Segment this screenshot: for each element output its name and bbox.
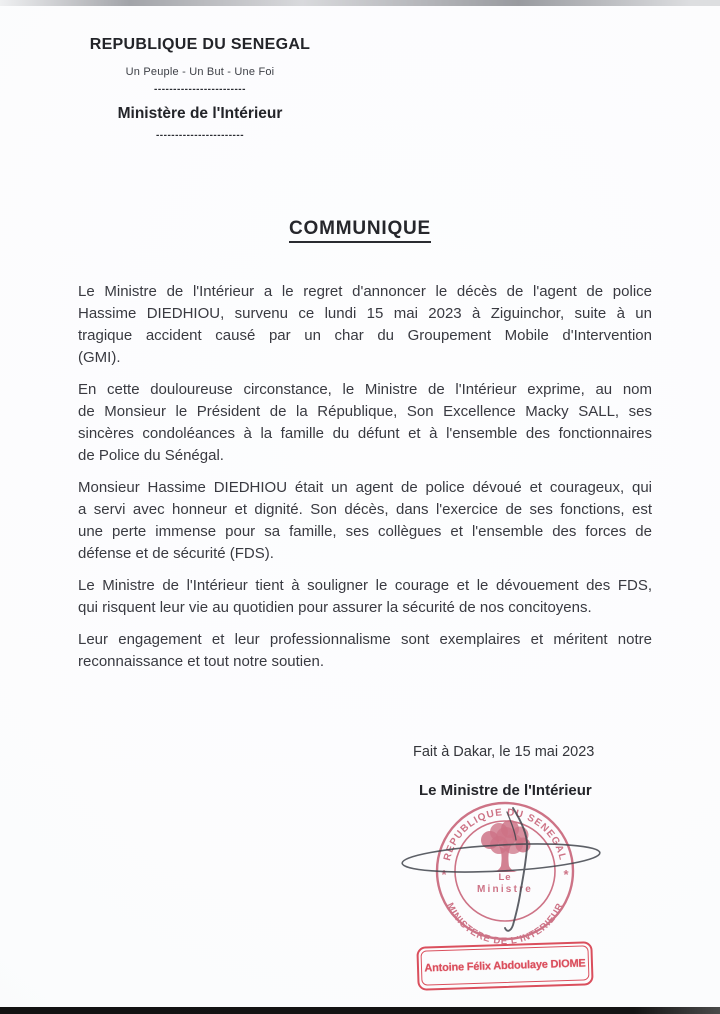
- country-name: REPUBLIQUE DU SENEGAL: [89, 36, 311, 53]
- handwritten-signature-icon: [395, 788, 610, 946]
- national-motto: Un Peuple - Un But - Une Foi: [125, 66, 275, 78]
- ministry-name: Ministère de l'Intérieur: [117, 105, 283, 122]
- document-body: [78, 281, 652, 683]
- seal-left-star-icon: *: [441, 867, 447, 882]
- paragraph: [78, 379, 652, 467]
- signatory-title: Le Ministre de l'Intérieur: [419, 782, 592, 799]
- paragraph-line: de Monsieur le Président de la République, Son Excellence Macky SALL, ses: [78, 403, 652, 420]
- separator-line: -----------------------: [155, 130, 245, 141]
- paragraph-line: qui risquent leur vie au quotidien pour assurer la sécurité de nos concitoyens.: [78, 599, 592, 616]
- paragraph-line: Le Ministre de l'Intérieur tient à souligner le courage et le dévouement des FDS,: [78, 577, 652, 594]
- paragraph: [78, 281, 652, 369]
- paragraph-line: reconnaissance et tout notre soutien.: [78, 653, 324, 670]
- paragraph-line: de Police du Sénégal.: [78, 447, 224, 464]
- paragraph-line: a servi avec honneur et dignité. Son décès, dans l'exercice de ses fonctions, est: [78, 501, 652, 518]
- paragraph-line: (GMI).: [78, 349, 121, 366]
- name-stamp: [416, 941, 593, 991]
- title-row: [0, 218, 720, 243]
- seal-right-star-icon: *: [563, 867, 569, 882]
- minister-name: Antoine Félix Abdoulaye DIOME: [424, 956, 586, 975]
- paragraph-line: Le Ministre de l'Intérieur a le regret d'annoncer le décès de l'agent de police: [78, 283, 652, 300]
- seal-center-line2: Ministre: [477, 884, 533, 895]
- place-and-date: Fait à Dakar, le 15 mai 2023: [413, 744, 595, 760]
- seal-center-line1: Le: [498, 872, 512, 883]
- letterhead: [75, 36, 325, 141]
- paragraph: [78, 477, 652, 565]
- seal-bottom-text: MINISTERE DE L'INTERIEUR: [444, 901, 566, 946]
- photo-top-edge: [0, 0, 720, 6]
- paragraph-line: En cette douloureuse circonstance, le Ministre de l'Intérieur exprime, au nom: [78, 381, 652, 398]
- paragraph-line: sincères condoléances à la famille du défunt et à l'ensemble des fonctionnaires: [78, 425, 652, 442]
- paragraph-line: tragique accident causé par un char du Groupement Mobile d'Intervention: [78, 327, 652, 344]
- paragraph: [78, 575, 652, 619]
- paragraph: [78, 629, 652, 673]
- document-title: COMMUNIQUE: [289, 218, 431, 243]
- name-stamp-border: [420, 945, 589, 985]
- photo-bottom-edge: [0, 1007, 720, 1014]
- paragraph-line: Monsieur Hassime DIEDHIOU était un agent de police dévoué et courageux, qui: [78, 479, 652, 496]
- separator-line: ------------------------: [154, 84, 246, 95]
- paragraph-line: Hassime DIEDHIOU, survenu ce lundi 15 mai 2023 à Ziguinchor, suite à un: [78, 305, 652, 322]
- seal-top-text: REPUBLIQUE DU SENEGAL: [442, 807, 568, 862]
- paragraph-line: une perte immense pour sa famille, ses collègues et l'ensemble des forces de: [78, 523, 652, 540]
- paragraph-line: Leur engagement et leur professionnalisme sont exemplaires et méritent notre: [78, 631, 652, 648]
- paragraph-line: défense et de sécurité (FDS).: [78, 545, 274, 562]
